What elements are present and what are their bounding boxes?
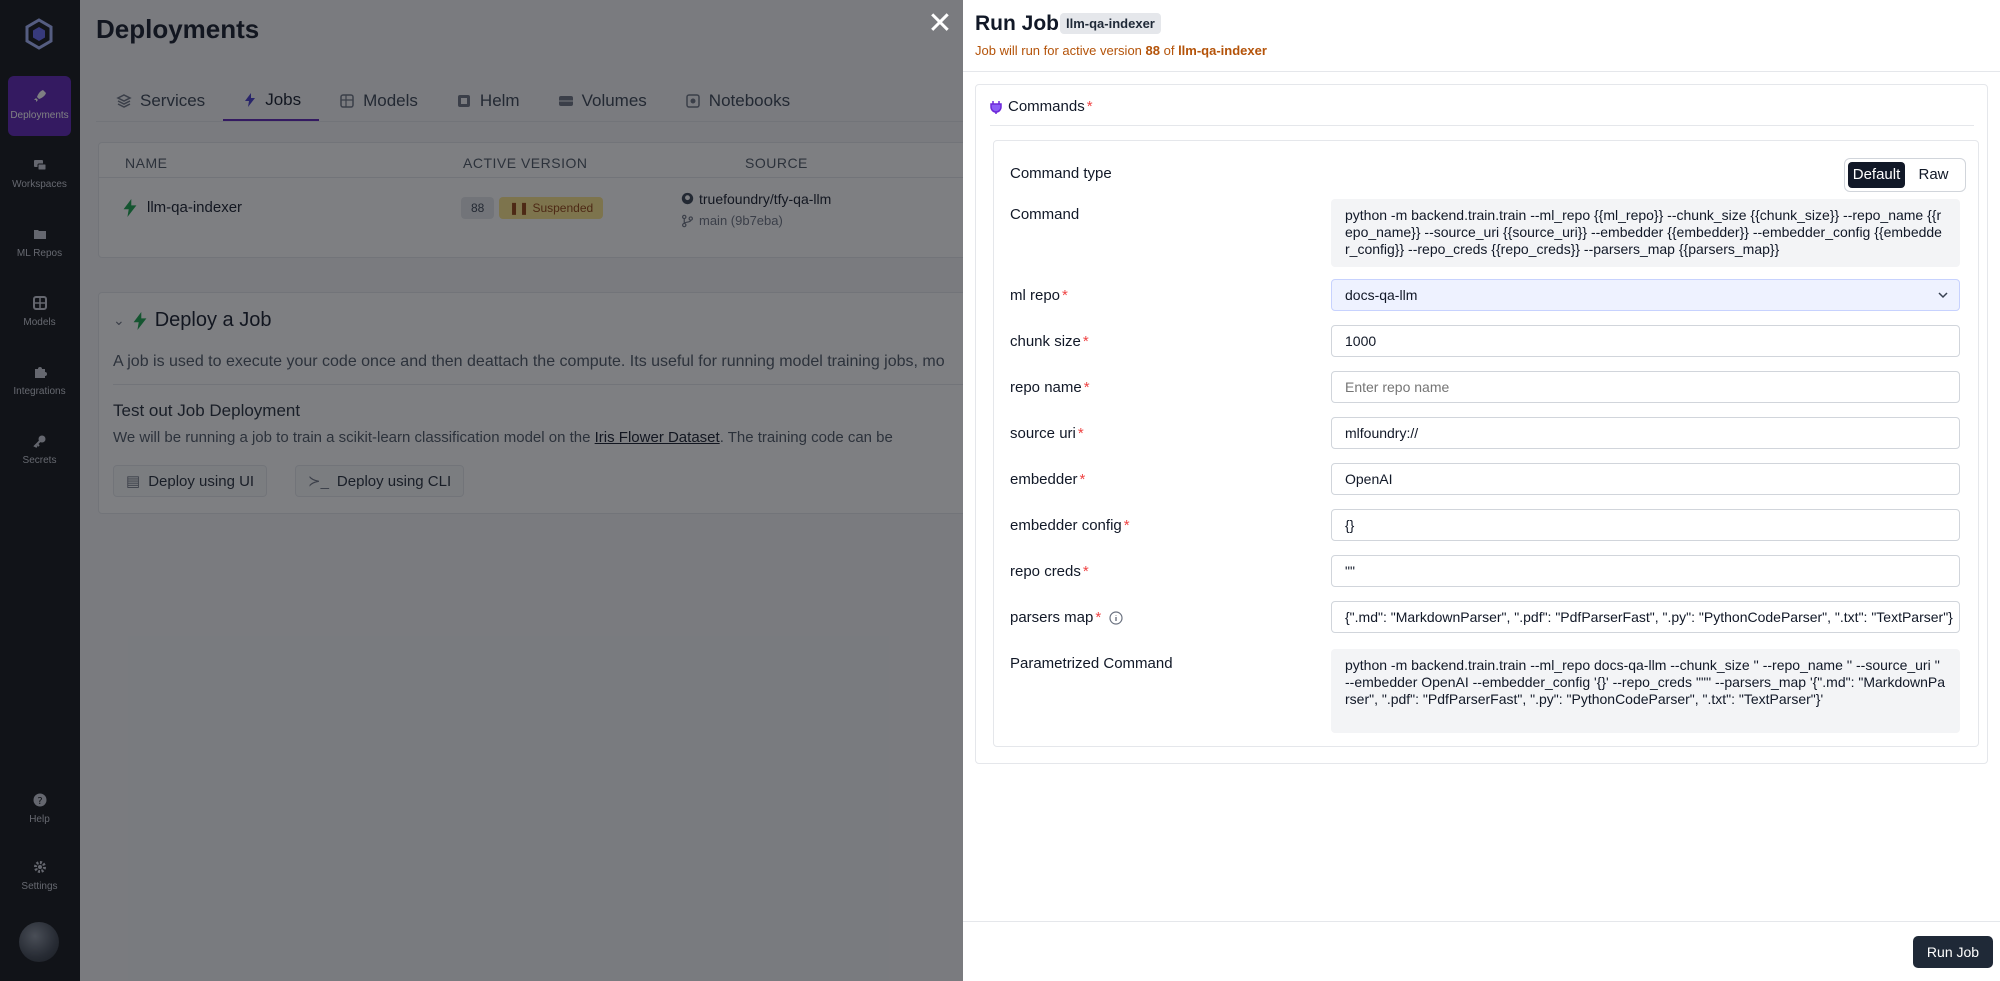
required-marker: *: [1077, 425, 1084, 442]
run-job-drawer: [963, 0, 2000, 981]
repo-name-input[interactable]: [1345, 379, 1946, 395]
drawer-footer: [963, 921, 2000, 981]
repo-name-label: [1010, 379, 1090, 396]
divider: [990, 125, 1974, 126]
version-number: 88: [1145, 43, 1160, 58]
command-value: python -m backend.train.train --ml_repo {{ml_repo}} --chunk_size {{chunk_size}} --repo_name {{repo_name}} --source_uri {{source_uri}} --embedder {{embedder}} --embedder_config {{embedder_config}} --repo_creds {{repo_creds}} --parsers_map {{parsers_map}}: [1331, 199, 1960, 267]
label-text: parsers map: [1010, 609, 1094, 626]
info-icon[interactable]: [1109, 611, 1123, 625]
required-marker: *: [1062, 287, 1068, 304]
label-text: chunk size: [1010, 333, 1081, 350]
section-title: Commands: [1008, 98, 1085, 115]
label-text: ml repo: [1010, 287, 1061, 304]
embedder-label: [1010, 471, 1085, 488]
commands-header: [990, 98, 1093, 115]
label-text: embedder config: [1010, 517, 1122, 534]
job-name: llm-qa-indexer: [1178, 43, 1267, 58]
command-type-default[interactable]: Default: [1848, 162, 1905, 188]
command-type-raw[interactable]: Raw: [1918, 166, 1949, 183]
drawer-title: Run Job: [975, 12, 1059, 35]
parametrized-command-label: Parametrized Command: [1010, 655, 1173, 672]
source-uri-input[interactable]: mlfoundry://: [1331, 417, 1960, 449]
chunk-size-label: [1010, 333, 1089, 350]
modal-backdrop[interactable]: [0, 0, 963, 981]
command-type-toggle: [1844, 158, 1966, 192]
selected-value: docs-qa-llm: [1345, 287, 1418, 303]
label-text: embedder: [1010, 471, 1078, 488]
label-text: source uri: [1010, 425, 1076, 442]
required-marker: *: [1095, 609, 1102, 626]
command-type-label: Command type: [1010, 165, 1112, 182]
commands-section: [975, 84, 1988, 764]
embedder-config-input[interactable]: {}: [1331, 509, 1960, 541]
repo-creds-input[interactable]: "": [1331, 555, 1960, 587]
chevron-down-icon: [1937, 289, 1949, 301]
embedder-input[interactable]: OpenAI: [1331, 463, 1960, 495]
text: of: [1159, 43, 1179, 58]
close-icon[interactable]: ✕: [927, 6, 953, 41]
plug-icon: [990, 100, 1002, 114]
label-text: repo name: [1010, 379, 1082, 396]
repo-name-field: [1331, 371, 1960, 403]
required-marker: *: [1086, 98, 1093, 115]
parsers-map-input[interactable]: {".md": "MarkdownParser", ".pdf": "PdfParserFast", ".py": "PythonCodeParser", ".txt": "TextParser"}: [1331, 601, 1960, 633]
repo-creds-label: [1010, 563, 1089, 580]
required-marker: *: [1079, 471, 1086, 488]
parametrized-command-value: python -m backend.train.train --ml_repo docs-qa-llm --chunk_size '' --repo_name '' --source_uri '' --embedder OpenAI --embedder_config '{}' --repo_creds '""' --parsers_map '{".md": "MarkdownParser", ".pdf": "PdfParserFast", ".py": "PythonCodeParser", ".txt": "TextParser"}': [1331, 649, 1960, 733]
drawer-header: [963, 0, 2000, 72]
drawer-subtitle: [975, 43, 1267, 58]
parsers-map-label: [1010, 609, 1123, 626]
run-job-button[interactable]: Run Job: [1913, 936, 1993, 968]
ml-repo-label: [1010, 287, 1068, 304]
source-uri-label: [1010, 425, 1084, 442]
ml-repo-select[interactable]: [1331, 279, 1960, 311]
chunk-size-input[interactable]: 1000: [1331, 325, 1960, 357]
command-form: [993, 140, 1979, 747]
required-marker: *: [1083, 379, 1090, 396]
job-name-tag: llm-qa-indexer: [1060, 13, 1161, 34]
required-marker: *: [1123, 517, 1130, 534]
label-text: repo creds: [1010, 563, 1081, 580]
command-label: Command: [1010, 206, 1080, 223]
required-marker: *: [1082, 563, 1089, 580]
required-marker: *: [1082, 333, 1089, 350]
text: Job will run for active version: [975, 43, 1146, 58]
embedder-config-label: [1010, 517, 1130, 534]
